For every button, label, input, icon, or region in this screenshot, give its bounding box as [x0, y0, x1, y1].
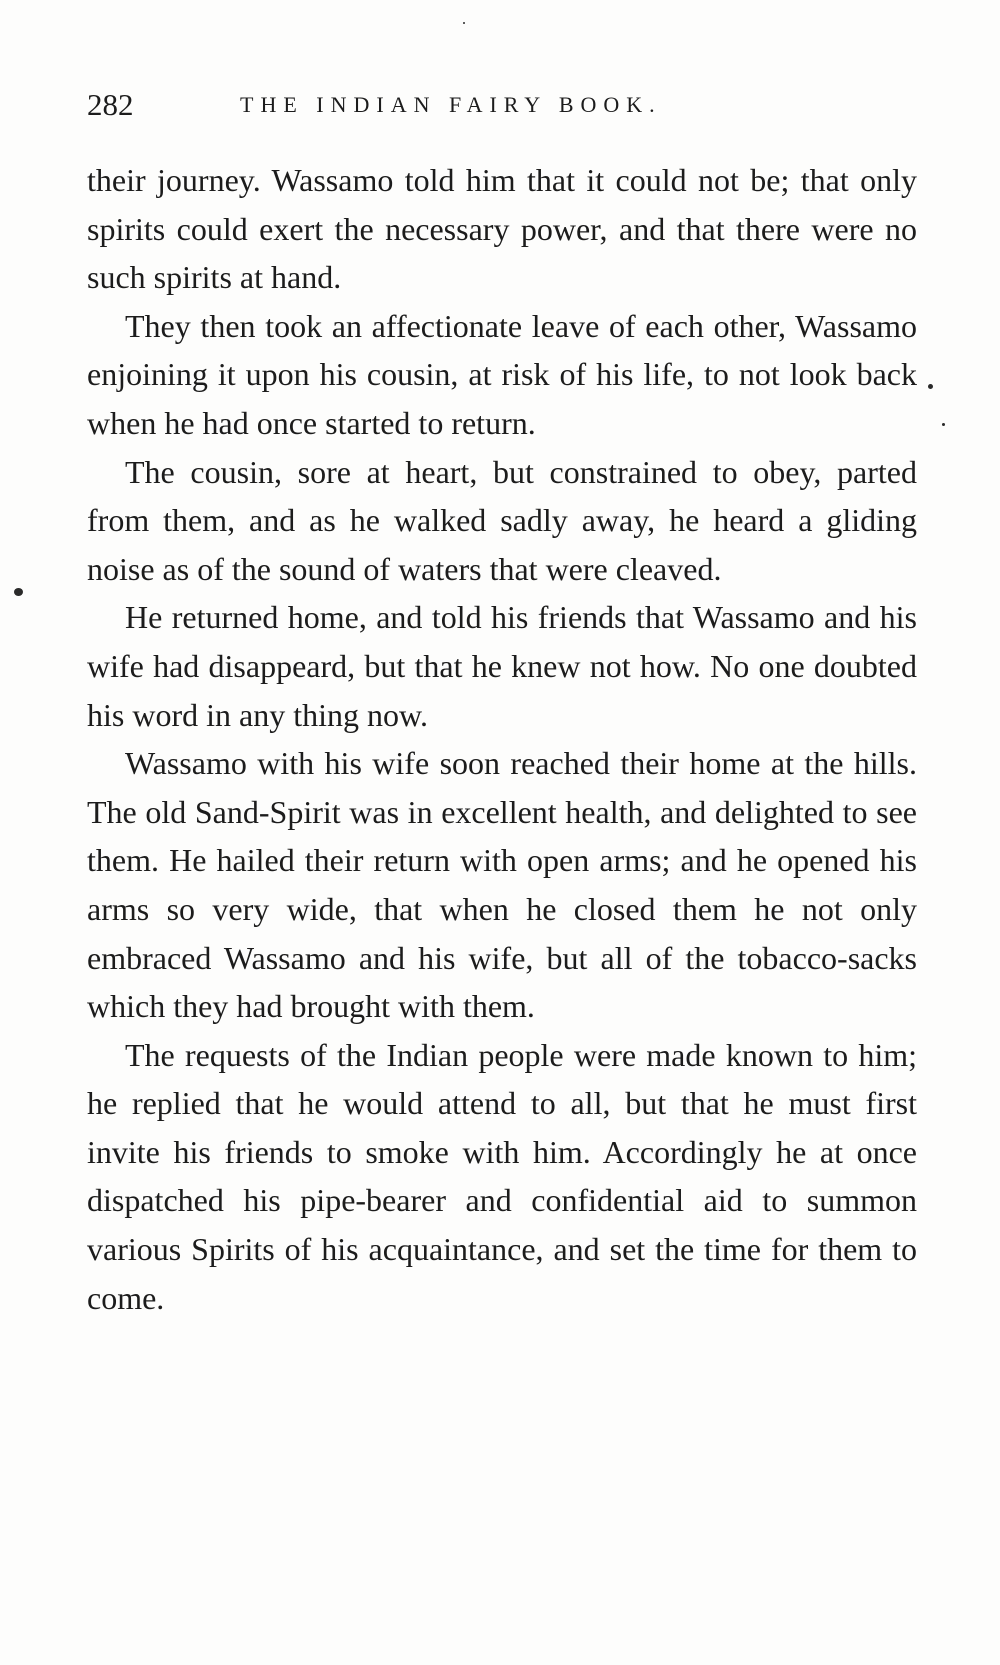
print-speck [942, 423, 945, 426]
paragraph: Wassamo with his wife soon reached their home at the hills. The old Sand-Spirit was in excellent health, and delighted to see them. He hailed their return with open arms; and he opened his arms so very wide, that when he closed them he not only embraced Wassamo and his wife, but all of the tobacco-sacks which they had brought with them. [87, 745, 917, 1025]
print-speck [463, 22, 465, 24]
print-speck [14, 588, 23, 596]
paragraph: The requests of the Indian people were made known to him; he replied that he would attend to all, but that he must first invite his friends to smoke with him. Accordingly he at once dispatched his pipe-bearer and confidential aid to summon various Spirits of his acquaintance, and set the time for them to come. [87, 1036, 917, 1316]
print-speck [928, 384, 933, 389]
body-text [87, 156, 917, 1322]
paragraph: The cousin, sore at heart, but constrained to obey, parted from them, and as he walked sadly away, he heard a gliding noise as of the sound of waters that were cleaved. [87, 453, 917, 587]
running-title: THE INDIAN FAIRY BOOK. [240, 92, 662, 117]
paragraph: their journey. Wassamo told him that it could not be; that only spirits could exert the necessary power, and that there were no such spirits at hand. [87, 162, 917, 296]
page-number: 282 [87, 87, 134, 122]
page-header [87, 88, 917, 128]
paragraph: They then took an affectionate leave of each other, Wassamo enjoining it upon his cousin, at risk of his life, to not look back when he had once started to return. [87, 307, 917, 441]
paragraph: He returned home, and told his friends that Wassamo and his wife had disappeard, but that he knew not how. No one doubted his word in any thing now. [87, 599, 917, 733]
